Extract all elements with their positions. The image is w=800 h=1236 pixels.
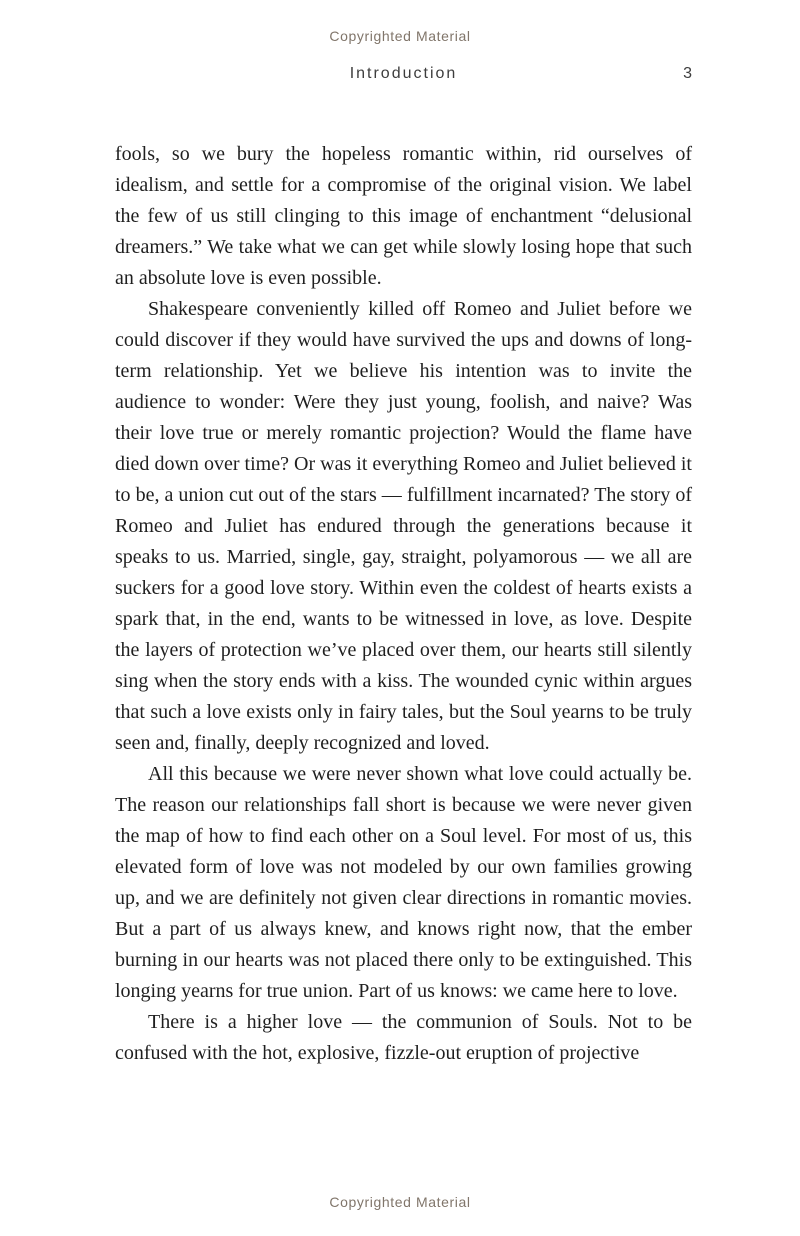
paragraph: There is a higher love — the communion of Souls. Not to be confused with the hot, explosive, fizzle-out eruption of projective	[115, 1011, 692, 1064]
paragraph: Shakespeare conveniently killed off Romeo and Juliet before we could discover if they would have survived the ups and downs of long-term relationship. Yet we believe his intention was to invite the audience to wonder: Were they just young, foolish, and naive? Was their love true or merely romantic projection? Would the flame have died down over time? Or was it everything Romeo and Juliet believed it to be, a union cut out of the stars — fulfillment incarnated? The story of Romeo and Juliet has endured through the generations because it speaks to us. Married, single, gay, straight, polyamorous — we all are suckers for a good love story. Within even the coldest of hearts exists a spark that, in the end, wants to be witnessed in love, as love. Despite the layers of protection we’ve placed over them, our hearts still silently sing when the story ends with a kiss. The wounded cynic within argues that such a love exists only in fairy tales, but the Soul yearns to be truly seen and, finally, deeply recognized and loved.	[115, 298, 692, 754]
running-head-title: Introduction	[349, 65, 458, 82]
copyright-notice-bottom: Copyrighted Material	[329, 1194, 471, 1210]
paragraph: All this because we were never shown what love could actually be. The reason our relationships fall short is because we were never given the map of how to find each other on a Soul level. For most of us, this elevated form of love was not modeled by our own families growing up, and we are definitely not given clear directions in romantic movies. But a part of us always knew, and knows right now, that the ember burning in our hearts was not placed there only to be extinguished. This longing yearns for true union. Part of us knows: we came here to love.	[115, 763, 692, 1002]
copyright-notice-top: Copyrighted Material	[329, 28, 471, 44]
body-text	[115, 139, 692, 1069]
page-number: 3	[683, 65, 692, 82]
paragraph: fools, so we bury the hopeless romantic within, rid ourselves of idealism, and settle for a compromise of the original vision. We label the few of us still clinging to this image of enchantment “delusional dreamers.” We take what we can get while slowly losing hope that such an absolute love is even possible.	[115, 143, 692, 289]
running-head	[115, 65, 692, 83]
